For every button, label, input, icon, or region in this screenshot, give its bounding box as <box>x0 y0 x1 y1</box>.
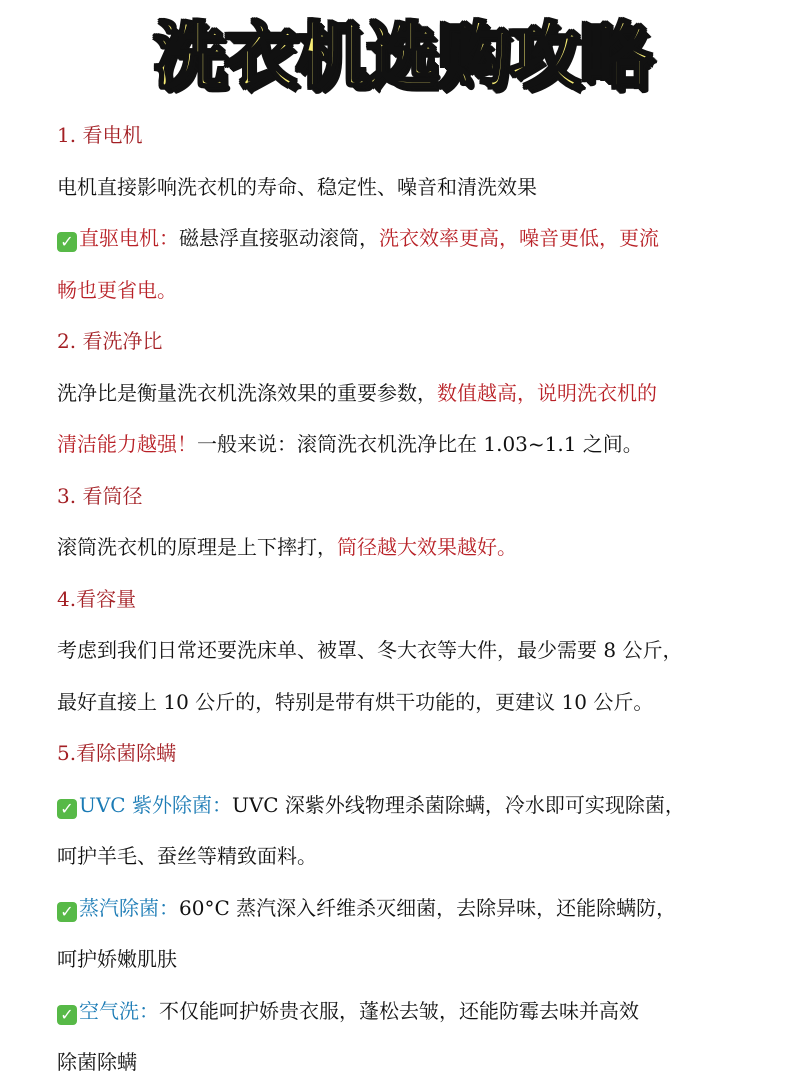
motor-item <box>57 213 757 265</box>
motor-item-colon: ： <box>159 226 179 250</box>
drum-highlight: 筒径越大效果越好。 <box>337 535 517 559</box>
air-label: 空气洗 <box>79 998 139 1023</box>
ratio-highlight-cont: 清洁能力越强！ <box>57 432 197 456</box>
steam-text-cont: 呵护娇嫩肌肤 <box>57 947 177 971</box>
sterilize-item-uvc <box>57 780 757 832</box>
section-heading-sterilize: 5.看除菌除螨 <box>57 741 177 765</box>
steam-text: 60°C 蒸汽深入纤维杀灭细菌，去除异味，还能除螨防， <box>179 895 677 920</box>
ratio-text: 洗净比是衡量洗衣机洗涤效果的重要参数， <box>57 380 437 405</box>
sterilize-item-air <box>57 986 757 1038</box>
air-colon: ： <box>139 998 159 1023</box>
section-heading-ratio: 2. 看洗净比 <box>57 329 163 353</box>
check-icon: ✓ <box>57 1005 77 1025</box>
drum-text: 滚筒洗衣机的原理是上下摔打， <box>57 535 337 559</box>
check-icon: ✓ <box>57 799 77 819</box>
page-title: 洗衣机选购攻略 <box>153 14 651 98</box>
steam-label: 蒸汽除菌 <box>79 895 159 920</box>
ratio-highlight: 数值越高，说明洗衣机的 <box>437 380 657 405</box>
motor-item-highlight: 洗衣效率更高，噪音更低，更流 <box>379 226 659 250</box>
check-icon: ✓ <box>57 902 77 922</box>
uvc-text: UVC 深紫外线物理杀菌除螨，冷水即可实现除菌， <box>231 792 685 817</box>
article-body <box>57 110 757 1089</box>
capacity-line-1: 考虑到我们日常还要洗床单、被罩、冬大衣等大件，最少需要 8 公斤， <box>57 638 683 662</box>
motor-item-text: 磁悬浮直接驱动滚筒， <box>179 226 379 250</box>
motor-item-highlight-cont: 畅也更省电。 <box>57 277 177 302</box>
air-text-cont: 除菌除螨 <box>57 1050 137 1074</box>
sterilize-item-steam <box>57 883 757 935</box>
uvc-label: UVC 紫外除菌 <box>79 792 212 817</box>
capacity-line-2: 最好直接上 10 公斤的，特别是带有烘干功能的，更建议 10 公斤。 <box>57 689 654 714</box>
ratio-line-1 <box>57 368 757 420</box>
uvc-colon: ： <box>211 792 232 817</box>
steam-colon: ： <box>159 895 179 920</box>
drum-line <box>57 522 757 574</box>
air-text: 不仅能呵护娇贵衣服，蓬松去皱，还能防霉去味并高效 <box>159 998 639 1023</box>
section-heading-drum: 3. 看筒径 <box>57 483 143 508</box>
motor-intro: 电机直接影响洗衣机的寿命、稳定性、噪音和清洗效果 <box>57 174 537 199</box>
motor-item-label: 直驱电机 <box>79 226 159 250</box>
ratio-line-2 <box>57 419 757 471</box>
ratio-text-cont: 一般来说：滚筒洗衣机洗净比在 1.03~1.1 之间。 <box>197 432 643 456</box>
check-icon: ✓ <box>57 232 77 252</box>
section-heading-motor: 1. 看电机 <box>57 123 143 147</box>
uvc-text-cont: 呵护羊毛、蚕丝等精致面料。 <box>57 844 317 868</box>
section-heading-capacity: 4.看容量 <box>57 586 137 611</box>
